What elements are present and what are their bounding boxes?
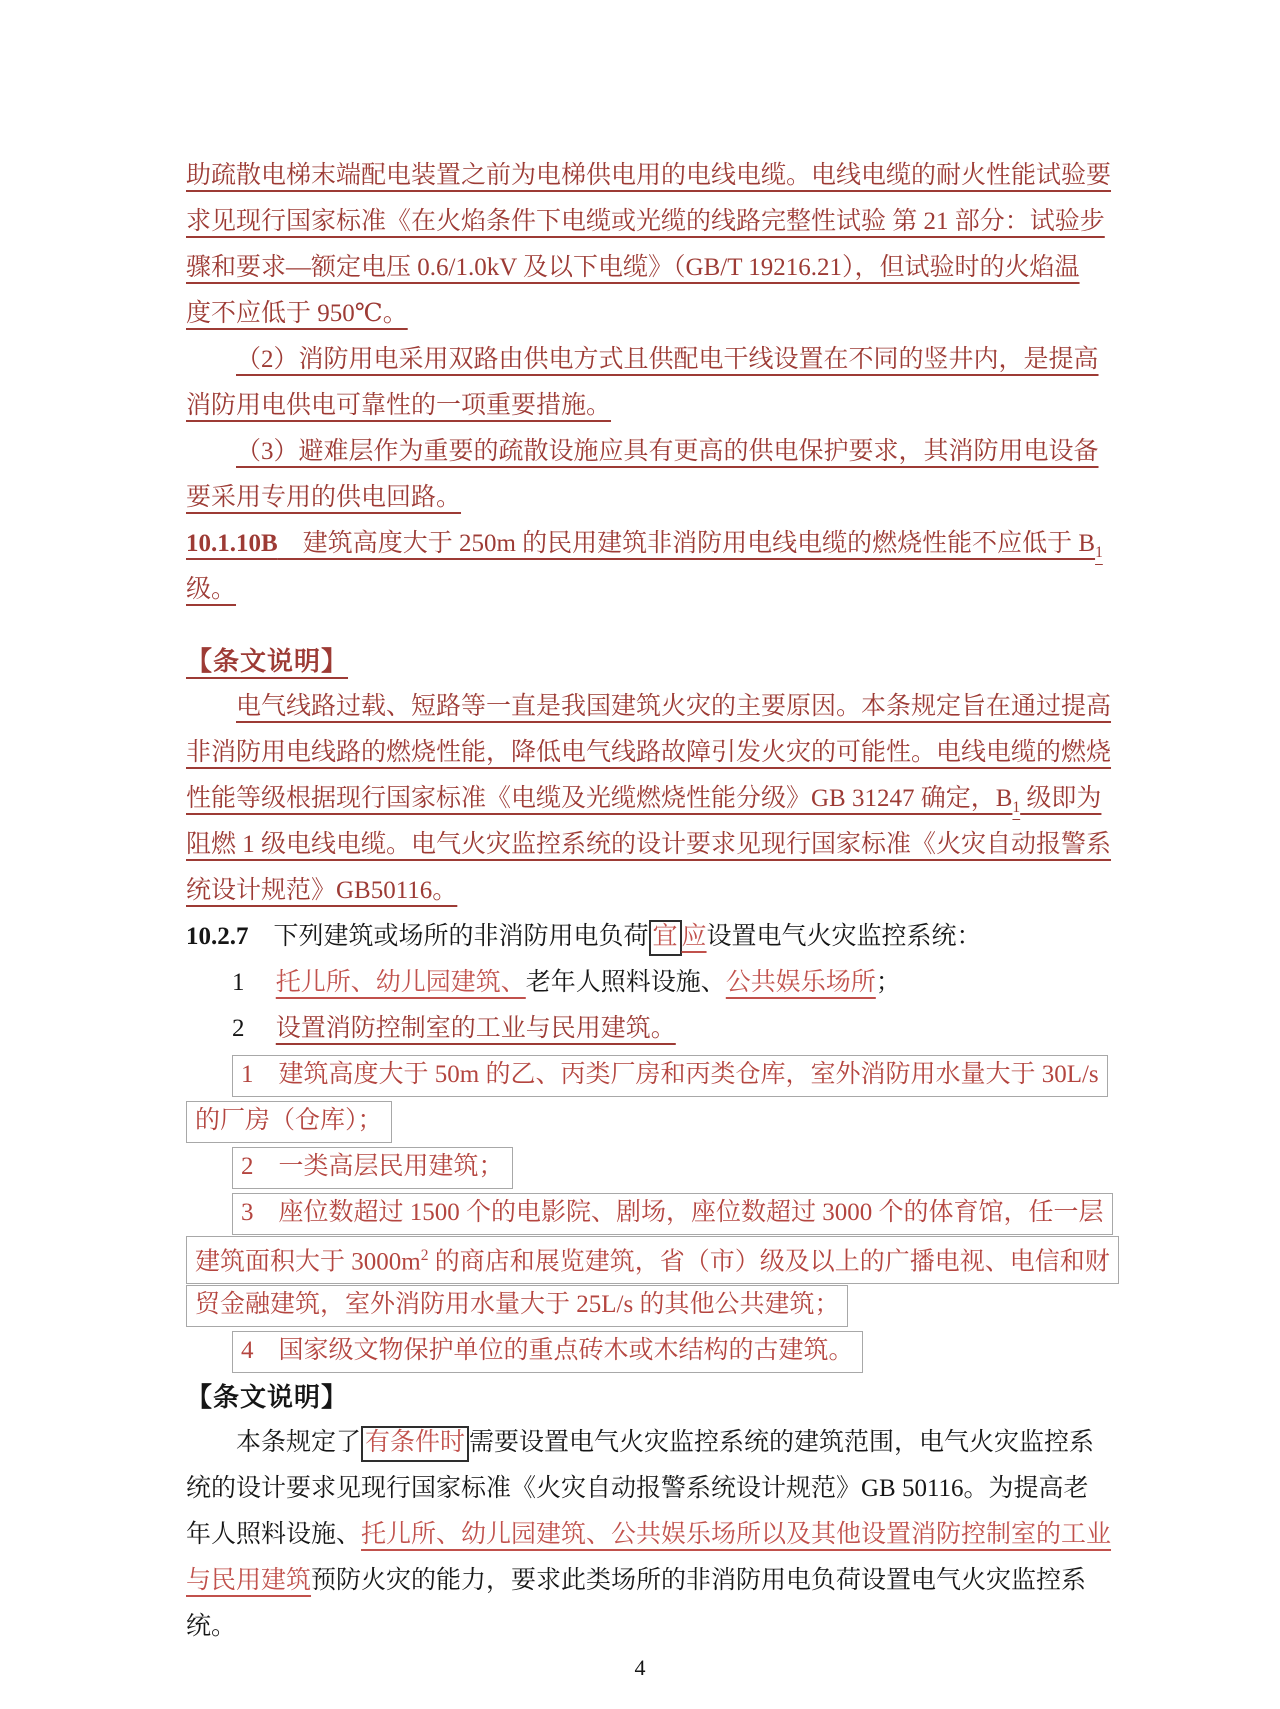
inserted-paragraph-line — [186, 684, 1138, 730]
inserted-text: 级。 — [186, 576, 237, 603]
deleted-text: 的厂房（仓库）； — [195, 1107, 383, 1135]
body-text: 10.2.7 — [186, 923, 249, 950]
inserted-paragraph-line — [186, 383, 1138, 429]
deleted-text: 建筑面积大于 3000m — [195, 1248, 421, 1276]
deleted-item-line — [186, 1052, 1138, 1098]
body-text: 老年人照料设施、 — [525, 969, 726, 996]
paragraph-line — [186, 1512, 1138, 1558]
body-text: 1 — [232, 969, 276, 996]
deleted-item-line — [186, 1098, 1138, 1144]
inserted-text: 应 — [681, 923, 707, 950]
paragraph-line — [186, 1604, 1138, 1650]
paragraph-line — [186, 1466, 1138, 1512]
inserted-paragraph-line — [186, 868, 1138, 914]
deleted-item-line — [186, 1236, 1138, 1282]
deleted-text: 2 一类高层民用建筑； — [241, 1153, 504, 1181]
deleted-text: 3 座位数超过 1500 个的电影院、剧场，座位数超过 3000 个的体育馆，任一层 — [241, 1199, 1104, 1227]
inserted-paragraph-line — [186, 337, 1138, 383]
inserted-text: 1 — [1012, 799, 1021, 816]
body-text: 需要设置电气火灾监控系统的建筑范围，电气火灾监控系 — [469, 1429, 1095, 1456]
inserted-text: 与民用建筑 — [186, 1567, 312, 1594]
deleted-block-box — [232, 1193, 1113, 1235]
inserted-text: 1 — [1095, 544, 1103, 561]
body-text: 【条文说明】 — [186, 1382, 349, 1412]
deleted-text: 2 — [420, 1247, 429, 1265]
body-text: 下列建筑或场所的非消防用电负荷 — [248, 923, 649, 950]
inserted-paragraph-line — [186, 730, 1138, 776]
inserted-text: 设置消防控制室的工业与民用建筑。 — [275, 1015, 676, 1042]
inserted-paragraph-line — [186, 245, 1138, 291]
deleted-block-box — [232, 1331, 863, 1373]
inserted-text: 统设计规范》GB50116。 — [186, 877, 458, 904]
inserted-paragraph-line — [186, 199, 1138, 245]
body-text: 年人照料设施、 — [186, 1521, 362, 1548]
page-number: 4 — [634, 1655, 646, 1680]
paragraph-line — [186, 1420, 1138, 1466]
inserted-paragraph-line — [186, 291, 1138, 337]
body-text: 预防火灾的能力，要求此类场所的非消防用电负荷设置电气火灾监控系 — [311, 1567, 1087, 1594]
inserted-text: （2）消防用电采用双路由供电方式且供配电干线设置在不同的竖井内，是提高 — [236, 346, 1099, 373]
deleted-block-box — [186, 1101, 392, 1143]
body-text: 2 — [232, 1015, 276, 1042]
boxed-revision-text: 宜 — [649, 920, 682, 956]
deleted-text: 1 建筑高度大于 50m 的乙、丙类厂房和丙类仓库，室外消防用水量大于 30L/s — [241, 1061, 1099, 1089]
deleted-item-line — [186, 1282, 1138, 1328]
document-body — [186, 153, 1138, 1650]
deleted-block-box — [232, 1147, 513, 1189]
body-text: 本条规定了 — [236, 1429, 362, 1456]
inserted-text: 托儿所、幼儿园建筑、公共娱乐场所以及其他设置消防控制室的工业 — [361, 1521, 1112, 1548]
inserted-text: 要采用专用的供电回路。 — [186, 484, 462, 511]
deleted-item-line — [186, 1328, 1138, 1374]
inserted-clause-line — [186, 521, 1138, 567]
paragraph-line — [186, 1558, 1138, 1604]
inserted-text: 10.1.10B — [186, 530, 278, 557]
inserted-text: 性能等级根据现行国家标准《电缆及光缆燃烧性能分级》GB 31247 确定，B — [186, 785, 1013, 812]
inserted-text: 【条文说明】 — [186, 646, 349, 676]
inserted-paragraph-line — [186, 475, 1138, 521]
boxed-revision-text: 有条件时 — [361, 1426, 469, 1462]
deleted-text: 4 国家级文物保护单位的重点砖木或木结构的古建筑。 — [241, 1337, 854, 1365]
deleted-block-box — [186, 1236, 1119, 1284]
deleted-block-box — [186, 1285, 848, 1327]
deleted-item-line — [186, 1144, 1138, 1190]
clause-line — [186, 914, 1138, 960]
inserted-text: 非消防用电线路的燃烧性能，降低电气线路故障引发火灾的可能性。电线电缆的燃烧 — [186, 739, 1112, 766]
body-text: 统。 — [186, 1613, 237, 1640]
inserted-text: 建筑高度大于 250m 的民用建筑非消防用电线电缆的燃烧性能不应低于 B — [277, 530, 1096, 557]
deleted-text: 贸金融建筑，室外消防用水量大于 25L/s 的其他公共建筑； — [195, 1291, 840, 1319]
deleted-item-line — [186, 1190, 1138, 1236]
body-text: 设置电气火灾监控系统： — [706, 923, 982, 950]
inserted-text: 级即为 — [1020, 785, 1102, 812]
inserted-text: 消防用电供电可靠性的一项重要措施。 — [186, 392, 612, 419]
inserted-text: 求见现行国家标准《在火焰条件下电缆或光缆的线路完整性试验 第 21 部分：试验步 — [186, 208, 1105, 235]
inserted-text: 托儿所、幼儿园建筑、 — [275, 969, 526, 996]
section-heading — [186, 1374, 1138, 1420]
deleted-block-box — [232, 1055, 1108, 1097]
inserted-text: 度不应低于 950℃。 — [186, 300, 408, 327]
body-text: 统的设计要求见现行国家标准《火灾自动报警系统设计规范》GB 50116。为提高老 — [186, 1475, 1089, 1502]
list-item-line — [186, 960, 1138, 1006]
inserted-text: （3）避难层作为重要的疏散设施应具有更高的供电保护要求，其消防用电设备 — [236, 438, 1099, 465]
inserted-text: 阻燃 1 级电线电缆。电气火灾监控系统的设计要求见现行国家标准《火灾自动报警系 — [186, 831, 1112, 858]
list-item-line — [186, 1006, 1138, 1052]
inserted-paragraph-line — [186, 822, 1138, 868]
inserted-paragraph-line — [186, 153, 1138, 199]
section-heading-inserted — [186, 638, 1138, 684]
inserted-text: 电气线路过载、短路等一直是我国建筑火灾的主要原因。本条规定旨在通过提高 — [236, 693, 1112, 720]
inserted-text: 公共娱乐场所 — [725, 969, 876, 996]
deleted-text: 的商店和展览建筑，省（市）级及以上的广播电视、电信和财 — [428, 1248, 1110, 1276]
inserted-text: 骤和要求—额定电压 0.6/1.0kV 及以下电缆》（GB/T 19216.21），但试验时的火焰温 — [186, 254, 1080, 281]
inserted-clause-line — [186, 567, 1138, 613]
inserted-text: 助疏散电梯末端配电装置之前为电梯供电用的电线电缆。电线电缆的耐火性能试验要 — [186, 162, 1112, 189]
inserted-paragraph-line — [186, 429, 1138, 475]
inserted-paragraph-line — [186, 776, 1138, 822]
body-text: ； — [875, 969, 901, 996]
